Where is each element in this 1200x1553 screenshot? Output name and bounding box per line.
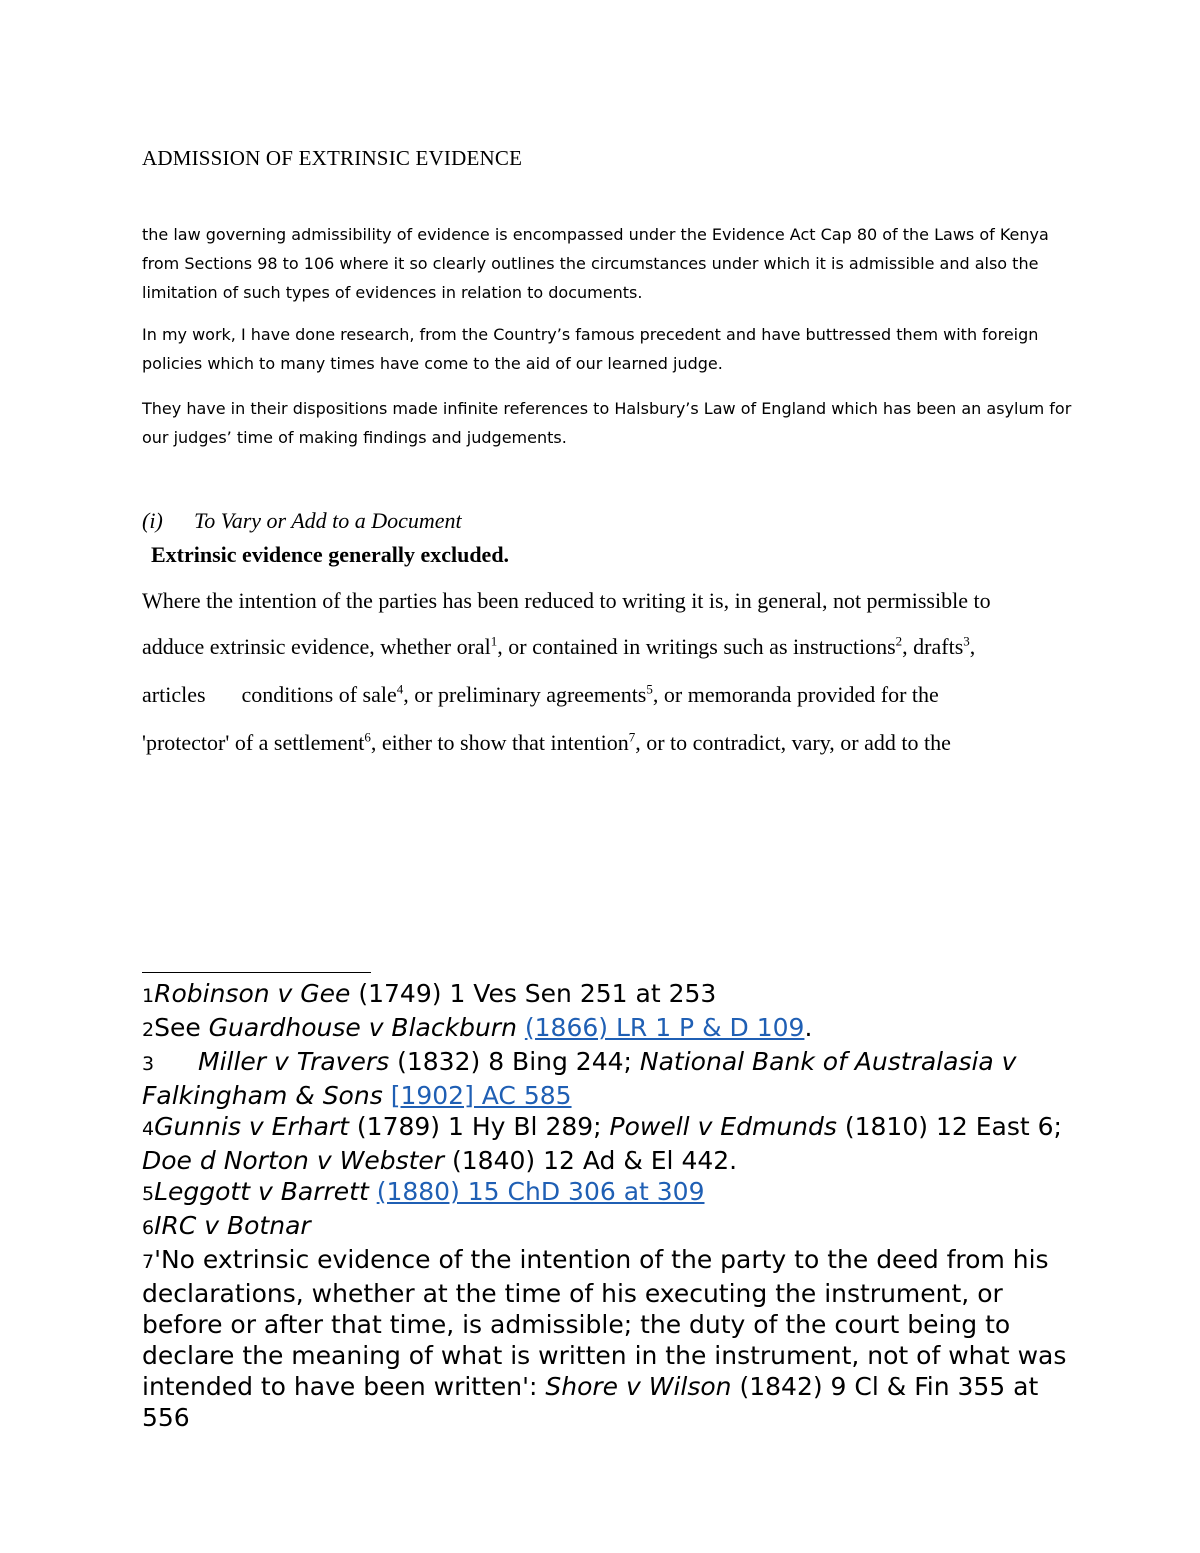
citation: (1842) 9 Cl & Fin 355 at 556 — [142, 1372, 1039, 1432]
footnote-ref: 7 — [628, 729, 636, 745]
body-line-2 — [142, 634, 975, 660]
body-text: articles — [142, 682, 206, 707]
body-text: adduce extrinsic evidence, whether oral — [142, 634, 491, 659]
citation-link[interactable]: (1880) 15 ChD 306 at 309 — [376, 1177, 705, 1206]
body-text: , or to contradict, vary, or add to the — [635, 730, 951, 755]
citation: (1789) 1 Hy Bl 289; — [348, 1112, 610, 1141]
body-line-3 — [142, 682, 939, 708]
footnote-5 — [142, 1176, 1072, 1210]
footnote-4 — [142, 1111, 1072, 1176]
document-title: ADMISSION OF EXTRINSIC EVIDENCE — [142, 146, 523, 170]
case-name: Gunnis v Erhart — [154, 1112, 349, 1141]
footnote-ref: 6 — [364, 729, 371, 745]
body-text: , or memoranda provided for the — [652, 682, 939, 707]
section-number: (i) — [142, 508, 163, 533]
intro-paragraph-3: They have in their dispositions made infinite references to Halsbury’s Law of England which has been an asylum for our judges’ time of making findings and judgements. — [142, 399, 1072, 447]
footnote-ref: 4 — [396, 681, 404, 697]
case-name: Shore v Wilson — [545, 1372, 732, 1401]
body-text: , drafts — [902, 634, 964, 659]
footnote-mark: 2 — [142, 1019, 155, 1041]
body-line-1: Where the intention of the parties has been reduced to writing it is, in general, not permissible to — [142, 588, 991, 613]
case-name: National Bank of Australasia v Falkingham & Sons — [142, 1047, 1017, 1110]
section-heading — [142, 508, 462, 534]
footnote-text: See — [154, 1013, 209, 1042]
citation: (1749) 1 Ves Sen 251 at 253 — [350, 979, 717, 1008]
body-text: conditions of sale — [241, 682, 397, 707]
footnote-ref: 5 — [646, 681, 653, 697]
case-name: Guardhouse v Blackburn — [208, 1013, 517, 1042]
footnote-separator — [142, 972, 371, 973]
footnote-mark: 1 — [142, 985, 155, 1007]
body-text: , or preliminary agreements — [403, 682, 647, 707]
case-name: IRC v Botnar — [154, 1211, 311, 1240]
case-name: Miller v Travers — [198, 1047, 390, 1076]
footnote-1 — [142, 978, 1072, 1012]
citation-link[interactable]: (1866) LR 1 P & D 109 — [524, 1013, 805, 1042]
footnote-mark: 3 — [142, 1053, 155, 1075]
section-title: To Vary or Add to a Document — [194, 508, 462, 533]
citation: (1840) 12 Ad & El 442. — [444, 1146, 738, 1175]
footnotes — [142, 978, 1072, 1433]
footnote-mark: 5 — [142, 1183, 155, 1205]
footnote-ref: 3 — [963, 633, 970, 649]
footnote-7 — [142, 1244, 1072, 1433]
footnote-mark: 4 — [142, 1118, 155, 1140]
space — [517, 1013, 525, 1042]
case-name: Leggott v Barrett — [154, 1177, 369, 1206]
case-name: Doe d Norton v Webster — [142, 1146, 445, 1175]
citation: (1810) 12 East 6; — [836, 1112, 1062, 1141]
case-name: Robinson v Gee — [154, 979, 351, 1008]
case-name: Powell v Edmunds — [609, 1112, 837, 1141]
space — [369, 1177, 377, 1206]
body-text: , either to show that intention — [370, 730, 629, 755]
body-line-4 — [142, 730, 951, 756]
body-text: , — [969, 634, 976, 659]
footnote-text: . — [804, 1013, 813, 1042]
footnote-mark: 6 — [142, 1217, 155, 1239]
footnote-mark: 7 — [142, 1251, 155, 1273]
footnote-ref: 2 — [895, 633, 903, 649]
footnote-6 — [142, 1210, 1072, 1244]
citation: (1832) 8 Bing 244; — [389, 1047, 640, 1076]
body-text: 'protector' of a settlement — [142, 730, 365, 755]
section-subheading: Extrinsic evidence generally excluded. — [151, 542, 510, 567]
footnote-2 — [142, 1012, 1072, 1046]
space — [383, 1081, 391, 1110]
footnote-3 — [142, 1046, 1072, 1111]
footnote-ref: 1 — [490, 633, 498, 649]
footnote-quote: 'No extrinsic evidence of the intention of the party to the deed from his declarations, whether at the time of his executing the instrument, or before or after that time, is admissible; the duty of the court being to declare the meaning of what is written in the instrument, not of what was intended to have been written': — [142, 1245, 1067, 1401]
intro-paragraph-1: the law governing admissibility of evidence is encompassed under the Evidence Act Cap 80 of the Laws of Kenya from Sections 98 to 106 where it so clearly outlines the circumstances under which it is admissible and also the limitation of such types of evidences in relation to documents. — [142, 225, 1049, 302]
intro-paragraph-2: In my work, I have done research, from the Country’s famous precedent and have buttressed them with foreign policies which to many times have come to the aid of our learned judge. — [142, 325, 1039, 373]
body-text: , or contained in writings such as instructions — [497, 634, 896, 659]
citation-link[interactable]: [1902] AC 585 — [390, 1081, 572, 1110]
